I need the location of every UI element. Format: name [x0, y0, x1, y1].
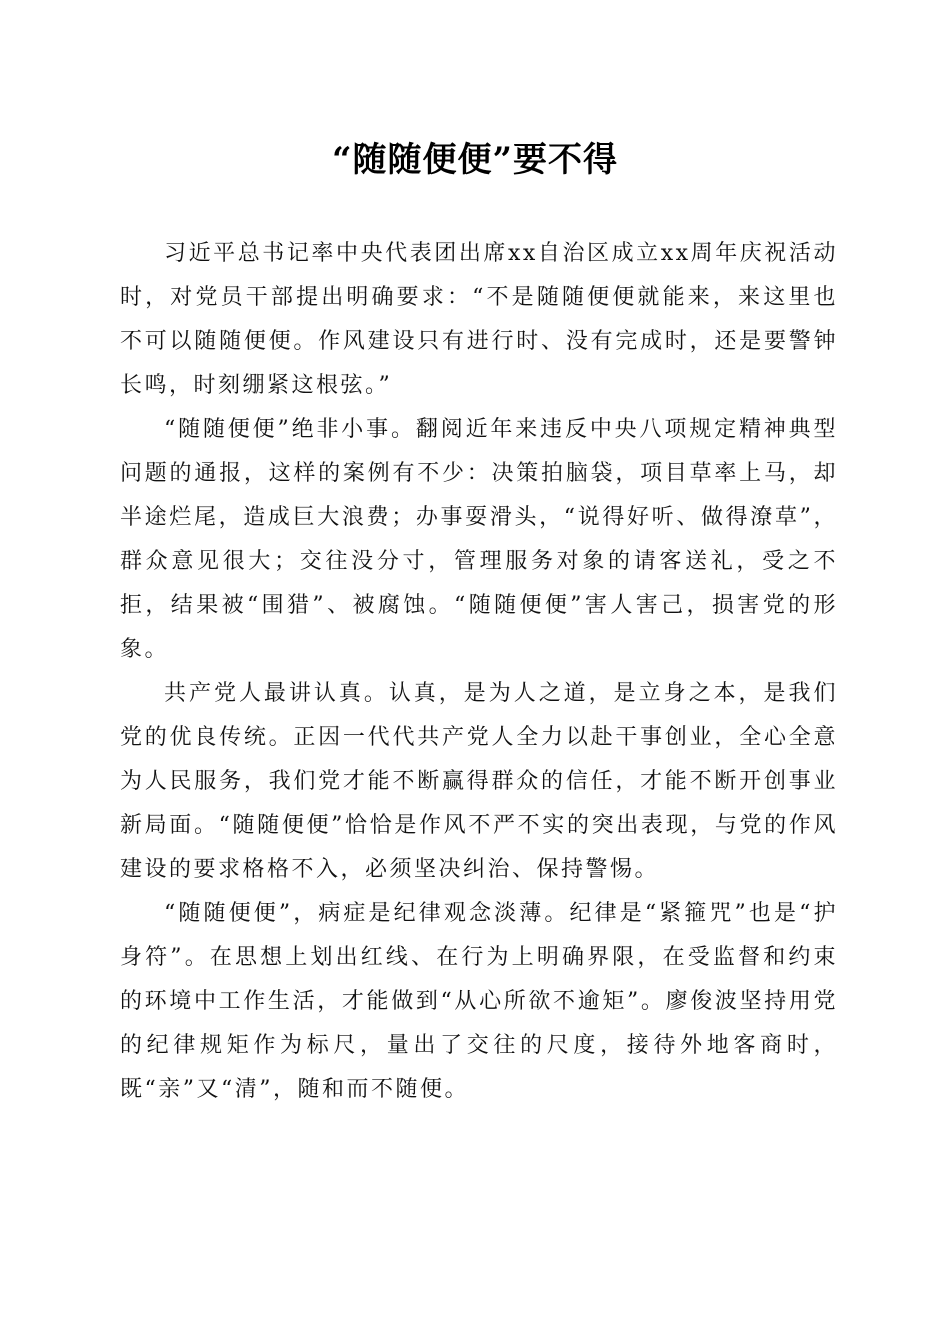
paragraph-1: 习近平总书记率中央代表团出席xx自治区成立xx周年庆祝活动时，对党员干部提出明确要求：“不是随随便便就能来，来这里也不可以随随便便。作风建设只有进行时、没有完成时，还是要警钟长鸣，时刻绷紧这根弦。” [120, 241, 838, 398]
document-body [120, 232, 838, 1112]
document-title: “随随便便”要不得 [331, 140, 619, 180]
paragraph-2: “随随便便”绝非小事。翻阅近年来违反中央八项规定精神典型问题的通报，这样的案例有不少：决策拍脑袋，项目草率上马，却半途烂尾，造成巨大浪费；办事耍滑头，“说得好听、做得潦草”，群众意见很大；交往没分寸，管理服务对象的请客送礼，受之不拒，结果被“围猎”、被腐蚀。“随随便便”害人害己，损害党的形象。 [120, 417, 838, 662]
paragraph-4: “随随便便”，病症是纪律观念淡薄。纪律是“紧箍咒”也是“护身符”。在思想上划出红线、在行为上明确界限，在受监督和约束的环境中工作生活，才能做到“从心所欲不逾矩”。廖俊波坚持用党的纪律规矩作为标尺，量出了交往的尺度，接待外地客商时，既“亲”又“清”，随和而不随便。 [120, 901, 838, 1102]
paragraph-3: 共产党人最讲认真。认真，是为人之道，是立身之本，是我们党的优良传统。正因一代代共产党人全力以赴干事创业，全心全意为人民服务，我们党才能不断赢得群众的信任，才能不断开创事业新局面。“随随便便”恰恰是作风不严不实的突出表现，与党的作风建设的要求格格不入，必须坚决纠治、保持警惕。 [120, 681, 838, 882]
